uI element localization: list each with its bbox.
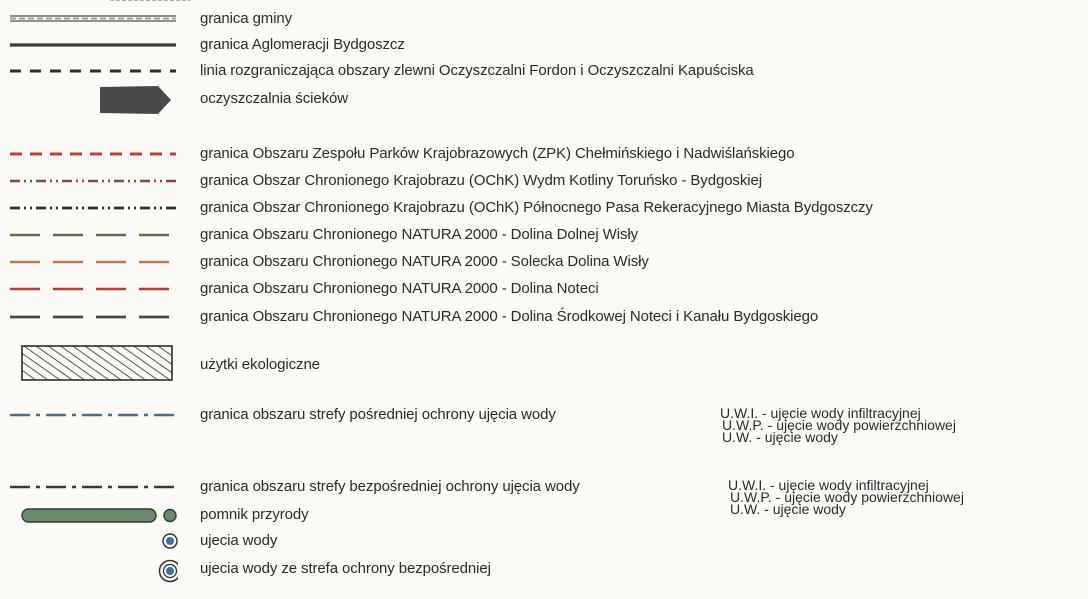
- legend-label-natura-solecka: granica Obszaru Chronionego NATURA 2000 - Solecka Dolina Wisły: [200, 253, 649, 270]
- note-infiltration: U.W.I. - ujęcie wody infiltracyjnej: [720, 405, 921, 421]
- legend-label-water-intake-protected: ujecia wody ze strefa ochrony bezpośredniej: [200, 560, 491, 577]
- water-intake-protected-icon: [8, 556, 178, 588]
- water-intake-icon: [8, 528, 178, 554]
- note-intake: U.W. - ujęcie wody: [722, 429, 838, 445]
- legend-row-agglomeration-border: [0, 32, 1088, 58]
- legend-label-natura-notec: granica Obszaru Chronionego NATURA 2000 - Dolina Noteci: [200, 280, 599, 297]
- note-intake: U.W. - ujęcie wody: [730, 501, 846, 517]
- cropped-heading-remnant: [110, 0, 190, 2]
- legend-row-water-intake-protected: [0, 556, 1088, 588]
- legend-row-ochk-dunes-border: [0, 168, 1088, 194]
- legend-label-municipality-border: granica gminy: [200, 10, 293, 27]
- ochk-dunes-border-symbol: [8, 168, 178, 194]
- water-intake-notes-a: [720, 407, 956, 443]
- direct-water-protection-symbol: [8, 474, 178, 500]
- legend-row-natura-solecka: [0, 249, 1088, 275]
- legend-label-ochk-dunes-border: granica Obszar Chronionego Krajobrazu (OChK) Wydm Kotliny Toruńsko - Bydgoskiej: [200, 172, 762, 189]
- legend-label-natural-monument: pomnik przyrody: [200, 506, 309, 523]
- legend-label-ochk-recreation-border: granica Obszar Chronionego Krajobrazu (OChK) Północnego Pasa Rekeracyjnego Miasta Bydgoszczy: [200, 199, 873, 216]
- legend-label-agglomeration-border: granica Aglomeracji Bydgoszcz: [200, 36, 405, 53]
- legend-row-sewage-plant: [0, 86, 1088, 112]
- legend-label-natura-middle-notec: granica Obszaru Chronionego NATURA 2000 - Dolina Środkowej Noteci i Kanału Bydgoskiego: [200, 308, 819, 325]
- legend-label-indirect-water-protection: granica obszaru strefy pośredniej ochrony ujęcia wody: [200, 406, 556, 423]
- natural-monument-symbol: [8, 502, 178, 528]
- ochk-recreation-border-symbol: [8, 195, 178, 221]
- legend-row-natura-middle-notec: [0, 304, 1088, 330]
- natura-lower-vistula-symbol: [8, 222, 178, 248]
- legend-row-natural-monument: [0, 502, 1088, 528]
- ecological-sites-hatch-symbol: [8, 344, 178, 384]
- municipality-border-symbol: [8, 6, 178, 32]
- natura-notec-symbol: [8, 276, 178, 302]
- legend-row-natura-lower-vistula: [0, 222, 1088, 248]
- legend-row-municipality-border: [0, 6, 1088, 32]
- legend-label-ecological-sites: użytki ekologiczne: [200, 356, 320, 373]
- legend-label-catchment-divider: linia rozgraniczająca obszary zlewni Oczyszczalni Fordon i Oczyszczalni Kapuściska: [200, 62, 754, 79]
- agglomeration-border-symbol: [8, 32, 178, 58]
- legend-row-natura-notec: [0, 276, 1088, 302]
- note-surface: U.W.P. - ujęcie wody powierzchniowej: [730, 489, 964, 505]
- legend-label-natura-lower-vistula: granica Obszaru Chronionego NATURA 2000 - Dolina Dolnej Wisły: [200, 226, 638, 243]
- legend-label-sewage-plant: oczyszczalnia ścieków: [200, 90, 348, 107]
- legend-label-water-intake: ujecia wody: [200, 532, 278, 549]
- natura-middle-notec-symbol: [8, 304, 178, 330]
- landscape-parks-border-symbol: [8, 141, 178, 167]
- note-surface: U.W.P. - ujęcie wody powierzchniowej: [722, 417, 956, 433]
- legend-row-ecological-sites: [0, 344, 1088, 384]
- legend-row-ochk-recreation-border: [0, 195, 1088, 221]
- sewage-plant-symbol: [8, 80, 178, 120]
- natura-solecka-symbol: [8, 249, 178, 275]
- indirect-water-protection-symbol: [8, 402, 178, 428]
- note-infiltration: U.W.I. - ujęcie wody infiltracyjnej: [728, 477, 929, 493]
- legend-label-direct-water-protection: granica obszaru strefy bezpośredniej ochrony ujęcia wody: [200, 478, 580, 495]
- legend-label-landscape-parks-border: granica Obszaru Zespołu Parków Krajobrazowych (ZPK) Chełmińskiego i Nadwiślańskiego: [200, 145, 795, 162]
- legend-row-water-intake: [0, 528, 1088, 554]
- legend-row-landscape-parks-border: [0, 141, 1088, 167]
